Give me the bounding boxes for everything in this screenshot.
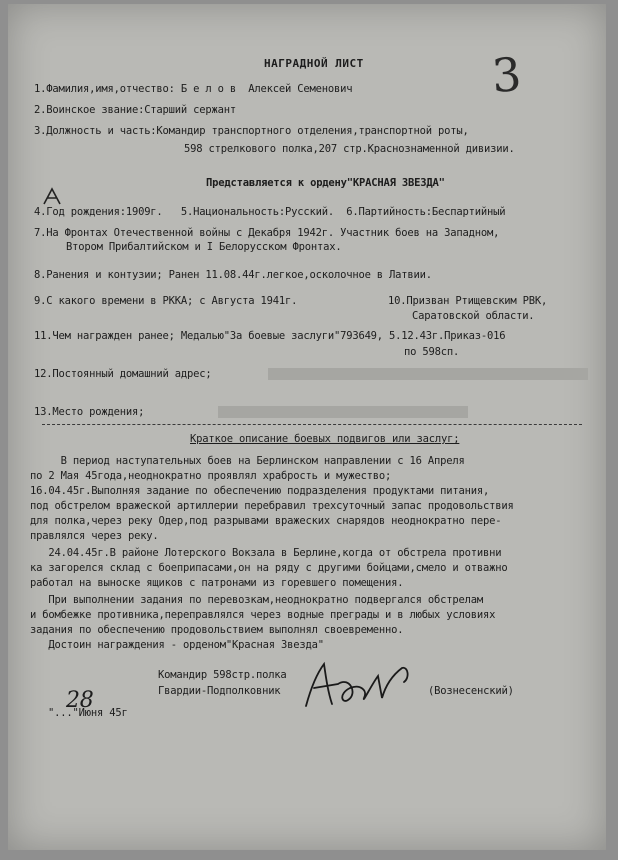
description-line: работал на выноске ящиков с патронами из горевшего помещения. xyxy=(30,577,404,589)
date-day: 28 xyxy=(66,688,94,713)
presented-line: Представляется к ордену"КРАСНАЯ ЗВЕЗДА" xyxy=(206,177,445,189)
date-line: "..."Июня 45г xyxy=(48,707,128,719)
field-drafted-cont: Саратовской области. xyxy=(412,310,535,322)
field-name: 1.Фамилия,имя,отчество: Б е л о в Алексей Семенович xyxy=(34,83,353,95)
description-line: В период наступательных боев на Берлинском направлении с 16 Апреля xyxy=(30,455,465,467)
field-previous-awards-cont: по 598сп. xyxy=(404,346,460,358)
signatory-rank: Гвардии-Подполковник xyxy=(158,685,281,697)
signature xyxy=(298,654,428,718)
field-birth-year: 4.Год рождения:1909г. 5.Национальность:Русский. 6.Партийность:Беспартийный xyxy=(34,206,506,218)
field-service-since: 9.С какого времени в РККА; с Августа 1941г. xyxy=(34,295,298,307)
description-line: для полка,через реку Одер,под разрывами вражеских снарядов неоднократно пере- xyxy=(30,515,502,527)
field-wounds: 8.Ранения и контузии; Ранен 11.08.44г.легкое,осколочное в Латвии. xyxy=(34,269,432,281)
description-line: по 2 Мая 45года,неоднократно проявлял храбрость и мужество; xyxy=(30,470,392,482)
description-line: Достоин награждения - орденом"Красная Звезда" xyxy=(30,639,324,651)
field-previous-awards: 11.Чем награжден ранее; Медалью"За боевые заслуги"793649, 5.12.43г.Приказ-016 xyxy=(34,330,506,342)
description-line: 16.04.45г.Выполняя задание по обеспечению подразделения продуктами питания, xyxy=(30,485,490,497)
description-title: Краткое описание боевых подвигов или заслуг; xyxy=(190,433,460,445)
signatory-title: Командир 598стр.полка xyxy=(158,669,287,681)
signatory-name: (Вознесенский) xyxy=(428,685,514,697)
field-position-cont: 598 стрелкового полка,207 стр.Краснознаменной дивизии. xyxy=(184,143,515,155)
redacted-birthplace xyxy=(218,406,468,418)
description-line: 24.04.45г.В районе Лотерского Вокзала в Берлине,когда от обстрела противни xyxy=(30,547,502,559)
document-title: НАГРАДНОЙ ЛИСТ xyxy=(264,57,364,70)
description-line: и бомбежке противника,переправлялся через водные преграды и в любых условиях xyxy=(30,609,496,621)
field-birthplace: 13.Место рождения; xyxy=(34,406,145,418)
field-drafted: 10.Призван Ртищевским РВК, xyxy=(388,295,548,307)
award-sheet xyxy=(8,4,606,850)
corner-number: 3 xyxy=(490,47,524,103)
description-line: под обстрелом вражеской артиллерии перебравил трехсуточный запас продовольствия xyxy=(30,500,514,512)
description-line: задания по обеспечению продовольствием выполнял своевременно. xyxy=(30,624,404,636)
separator-line xyxy=(42,424,582,425)
field-fronts-cont: Втором Прибалтийском и I Белорусском Фронтах. xyxy=(66,241,342,253)
field-fronts: 7.На Фронтах Отечественной войны с Декабря 1942г. Участник боев на Западном, xyxy=(34,227,500,239)
description-line: ка загорелся склад с боеприпасами,он на ряду с другими бойцами,смело и отважно xyxy=(30,562,508,574)
description-line: правлялся через реку. xyxy=(30,530,159,542)
field-rank: 2.Воинское звание:Старший сержант xyxy=(34,104,237,116)
field-home-address: 12.Постоянный домашний адрес; xyxy=(34,368,212,380)
field-position: 3.Должность и часть:Командир транспортного отделения,транспортной роты, xyxy=(34,125,469,137)
redacted-address xyxy=(268,368,588,380)
description-line: При выполнении задания по перевозкам,неоднократно подвергался обстрелам xyxy=(30,594,483,606)
